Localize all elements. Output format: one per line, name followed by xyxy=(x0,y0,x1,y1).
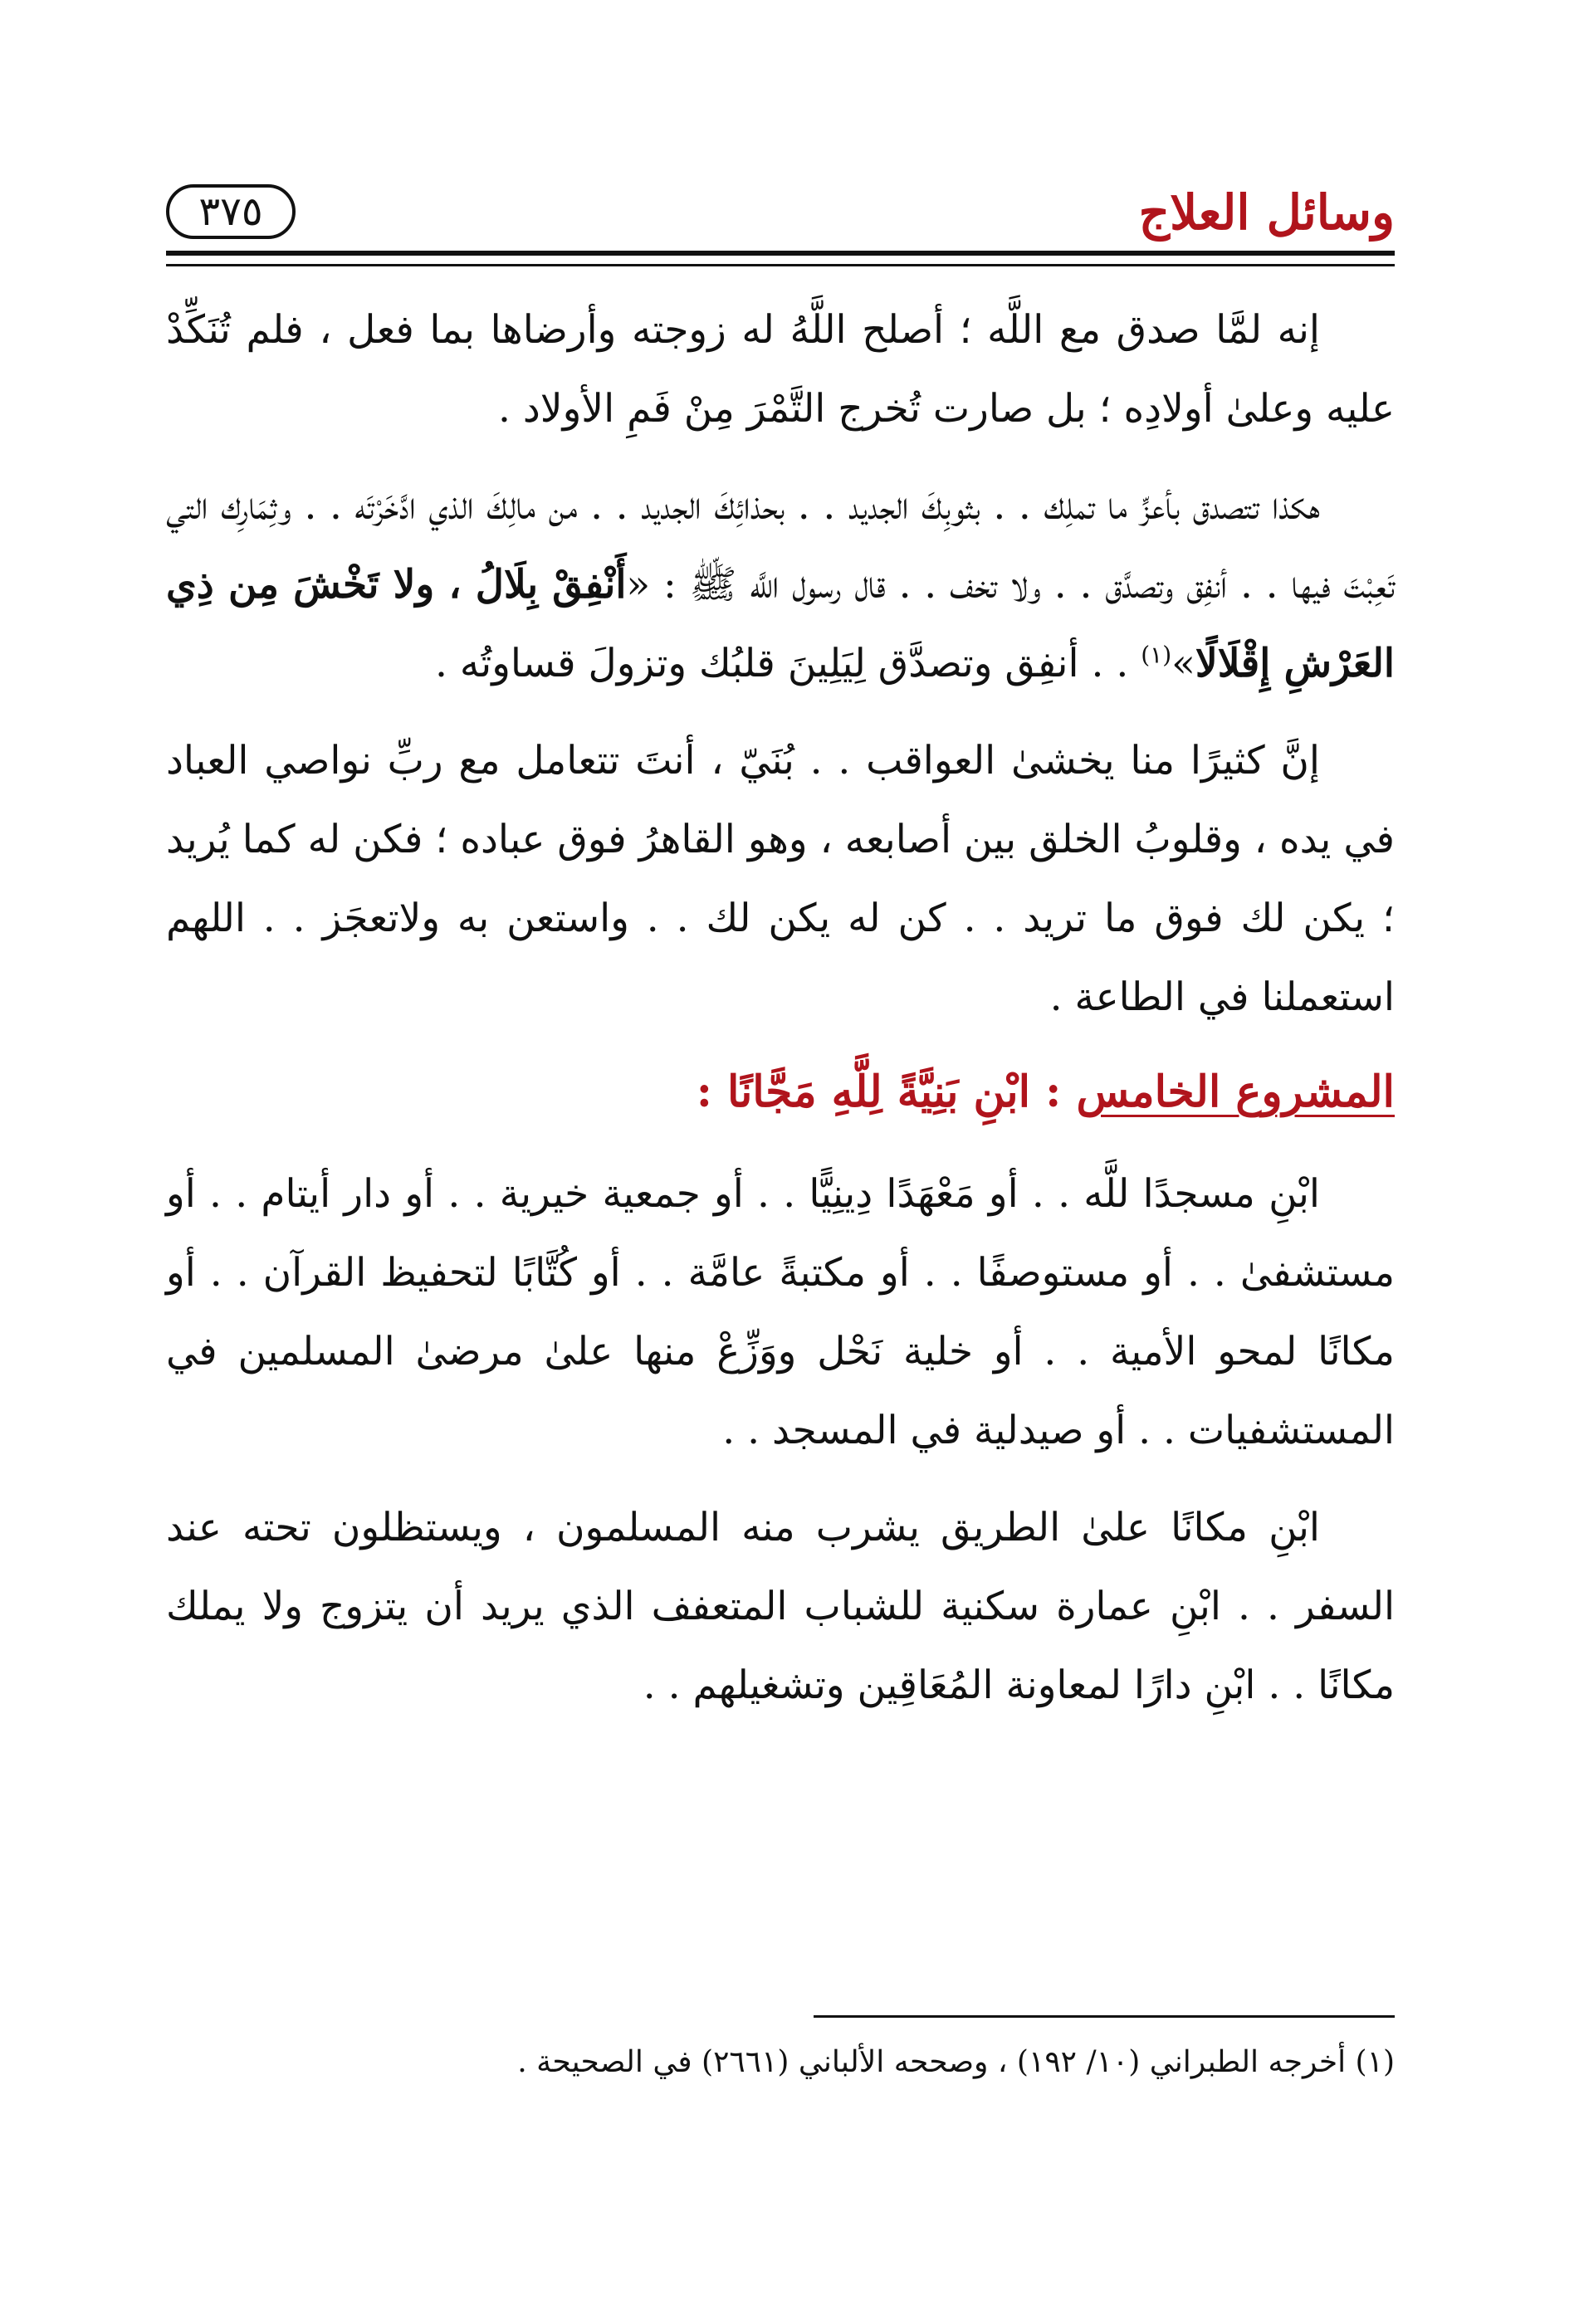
footnote-1: (١) أخرجه الطبراني (١٠/ ١٩٢) ، وصححه الألباني (٢٦٦١) في الصحيحة . xyxy=(517,2045,1395,2079)
section-heading-label: المشروع الخامس xyxy=(1076,1067,1395,1117)
footnote-reference: (١) xyxy=(1141,641,1172,669)
paragraph-1: إنه لمَّا صدق مع اللَّه ؛ أصلح اللَّهُ له زوجته وأرضاها بما فعل ، فلم تُنَكِّدْ عليه وعلىٰ أولادِه ؛ بل صارت تُخرج التَّمْرَ مِنْ فَمِ الأولاد . xyxy=(166,307,1395,432)
page-number: ٣٧٥ xyxy=(166,184,296,239)
header-rule-thin xyxy=(166,264,1395,266)
paragraph-2-end: . . أنفِق وتصدَّق لِيَلِينَ قلبُك وتزولَ قساوتُه . xyxy=(435,641,1141,686)
paragraph-4: ابْنِ مسجدًا للَّه . . أو مَعْهَدًا دِينِيًّا . . أو جمعية خيرية . . أو دار أيتام . . أو مستشفىٰ . . أو مستوصفًا . . أو مكتبةً عامَّة . . أو كُتَّابًا لتحفيظ القرآن . . أو مكانًا لمحو الأمية . . أو خلية نَحْل ووَزِّعْ منها علىٰ مرضىٰ المسلمين في المستشفيات . . أو صيدلية في المسجد . . xyxy=(166,1171,1395,1453)
running-title: وسائل العلاج xyxy=(1138,184,1395,241)
paragraph-2 xyxy=(166,466,1395,703)
hadith-quote: أَنْفِقْ بِلَالُ ، ولا تَخْشَ مِن ذِي العَرْشِ إِقْلَالًا xyxy=(166,562,1395,686)
section-heading-title: : ابْنِ بَنِيَّةً لِلَّهِ مَجَّانًا : xyxy=(696,1067,1077,1117)
main-text xyxy=(166,290,1395,1743)
paragraph-3: إنَّ كثيرًا منا يخشىٰ العواقب . . بُنَيّ ، أنتَ تتعامل مع ربِّ نواصي العباد في يده ، وقلوبُ الخلق بين أصابعه ، وهو القاهرُ فوق عباده ؛ فكن له كما يُريد ؛ يكن لك فوق ما تريد . . كن له يكن لك . . واستعن به ولاتعجَز . . اللهم استعملنا في الطاعة . xyxy=(166,738,1395,1020)
paragraph-2-start: هكذا تتصدق بأعزِّ ما تملِك . . بثوبِكَ الجديد . . بحذائِكَ الجديد . . من مالِكَ الذي ادَّخَرْتَه . . وثِمَارِك التي تَعِبْتَ فيها . . أنفِق وتصدَّق . . ولا تخف . . قال رسول اللَّه ﷺ : « xyxy=(166,483,1395,608)
paragraph-5: ابْنِ مكانًا علىٰ الطريق يشرب منه المسلمون ، ويستظلون تحته عند السفر . . ابْنِ عمارة سكنية للشباب المتعفف الذي يريد أن يتزوج ولا يملك مكانًا . . ابْنِ دارًا لمعاونة المُعَاقِين وتشغيلهم . . xyxy=(166,1505,1395,1708)
quote-close: » xyxy=(1171,641,1195,686)
footnote-separator xyxy=(814,2015,1395,2018)
section-heading xyxy=(166,1055,1395,1130)
header-rule-thick xyxy=(166,251,1395,256)
